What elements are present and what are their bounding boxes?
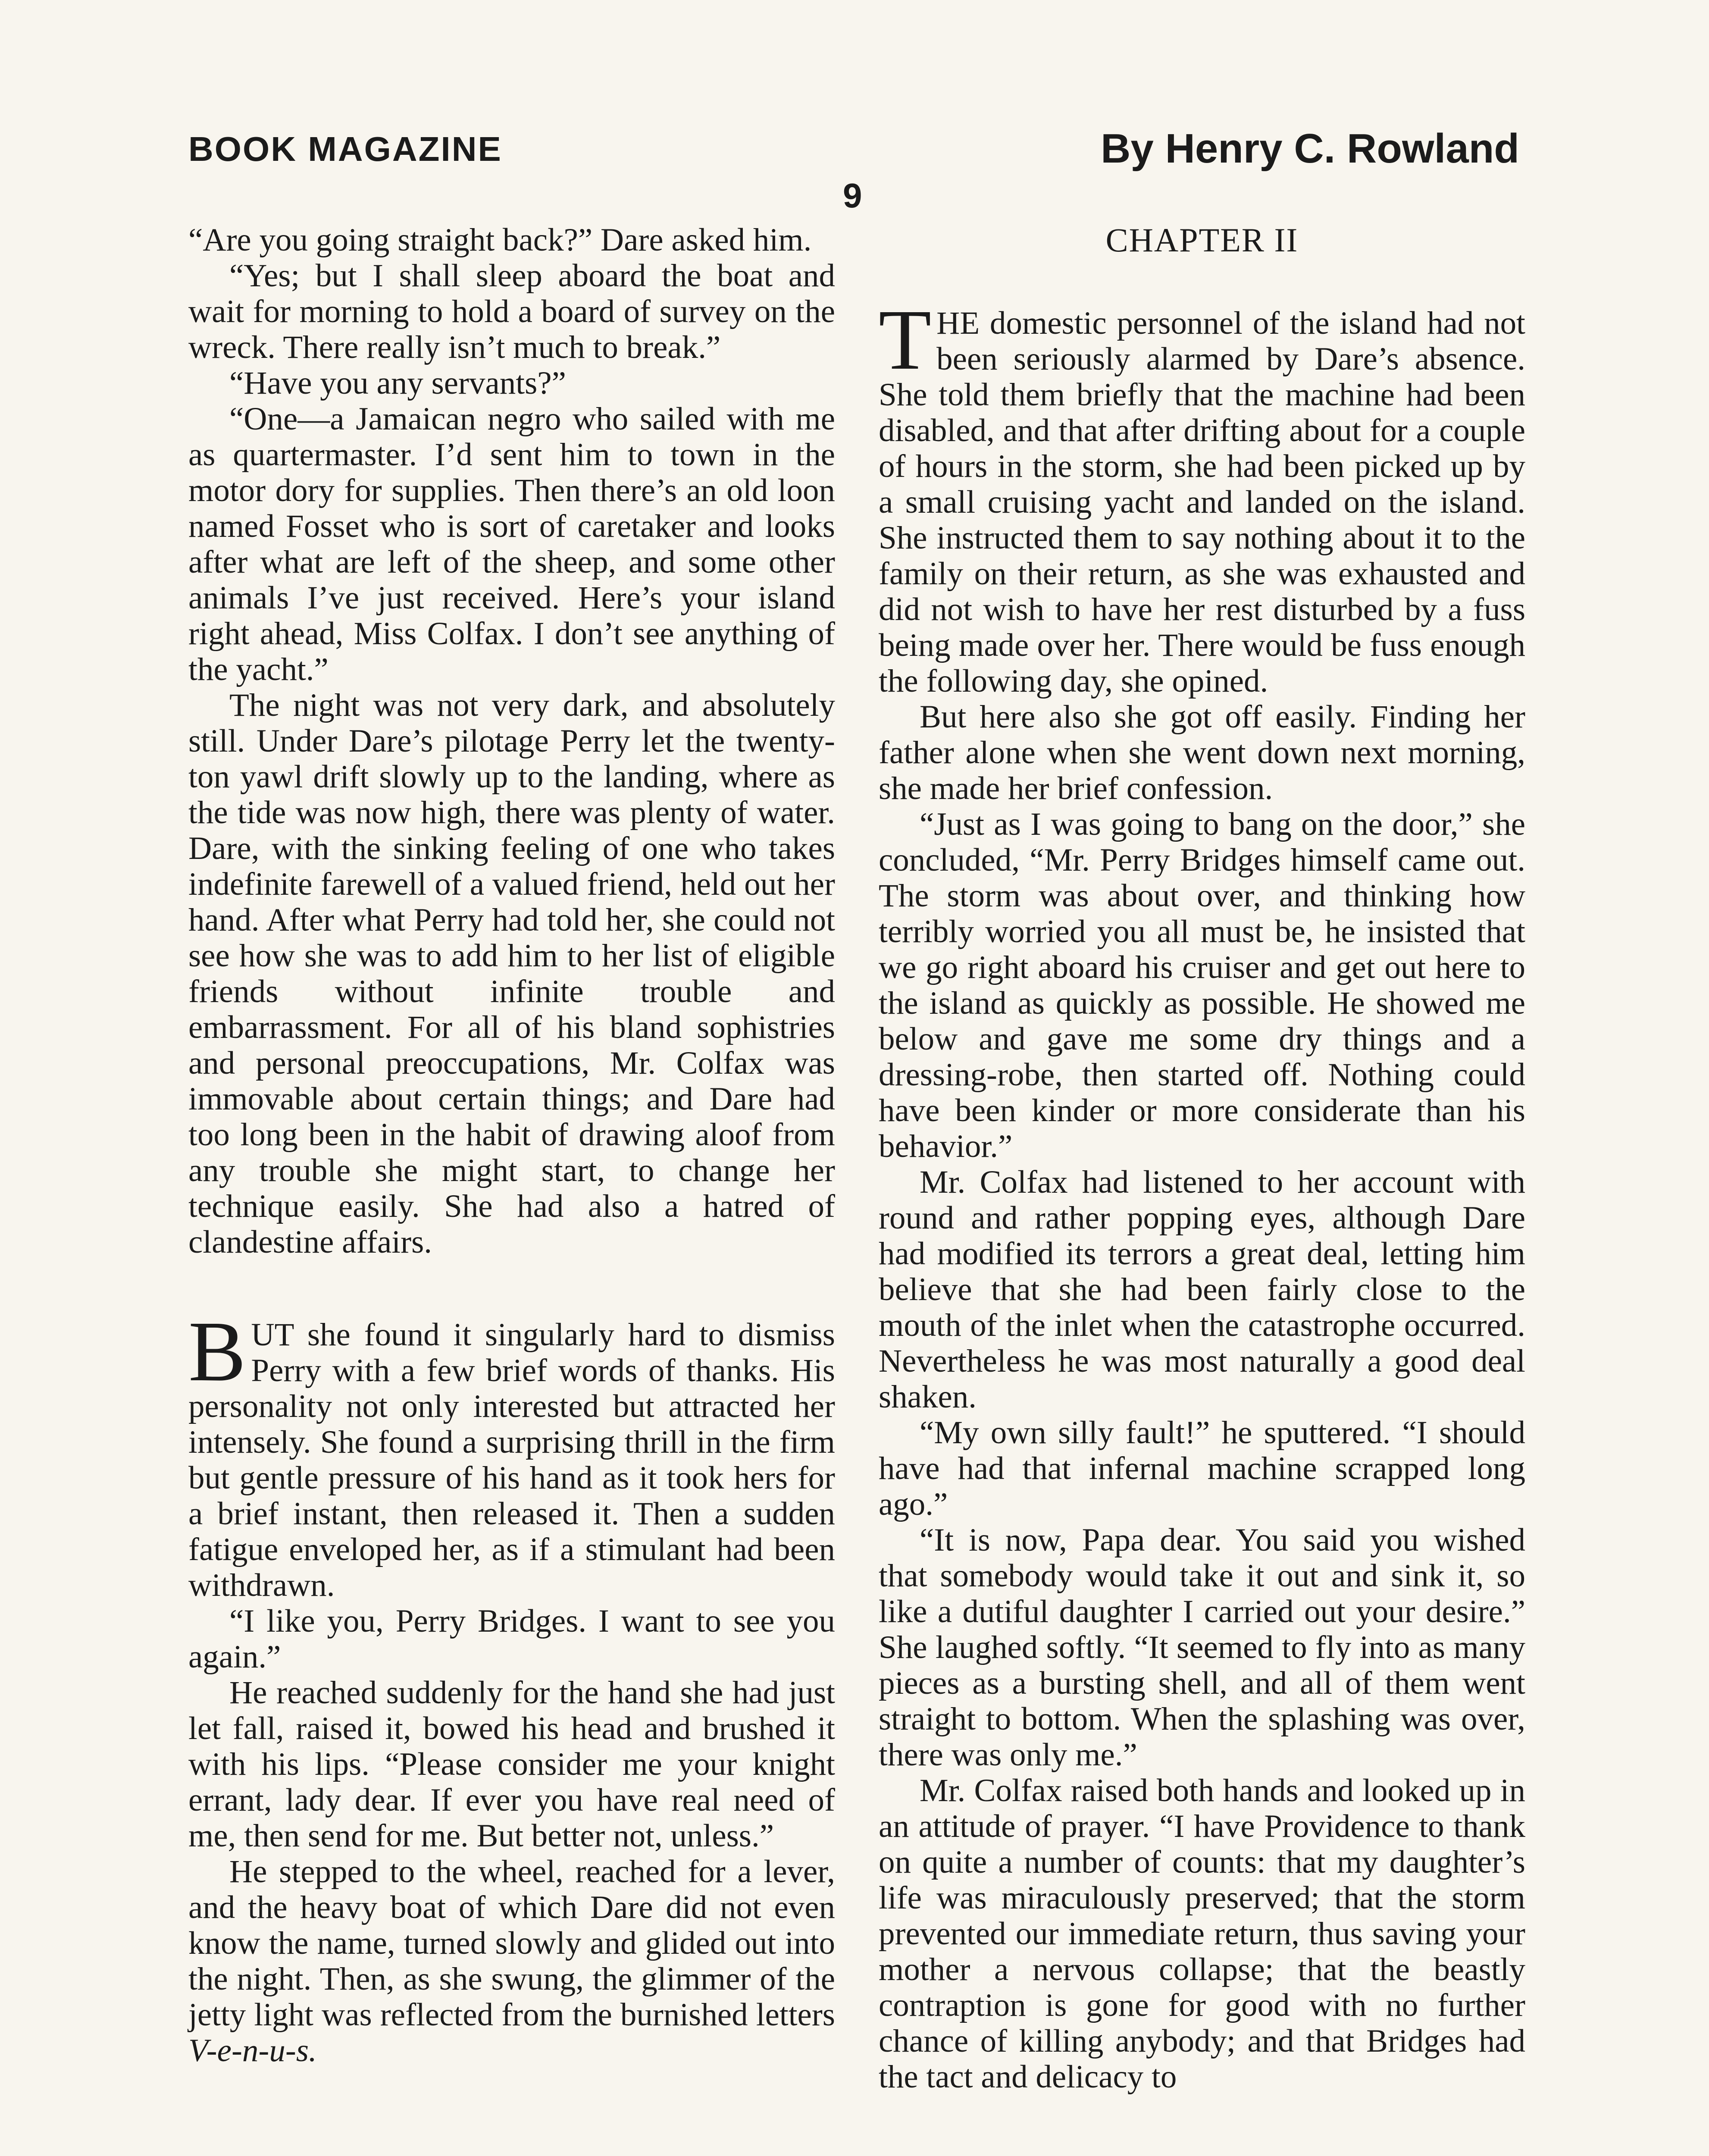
paragraph: Mr. Colfax raised both hands and looked up in an attitude of prayer. “I have Providence to thank on quite a number of counts: that my daughter’s life was miraculously preserved; that the storm prevented our immediate return, thus saving your mother a nervous collapse; that the beastly contraption is gone for good with no further chance of killing anybody; and that Bridges had the tact and delicacy to xyxy=(879,1773,1525,2095)
chapter-title: CHAPTER II xyxy=(1105,221,1299,259)
paragraph: He reached suddenly for the hand she had just let fall, raised it, bowed his head and brushed it with his lips. “Please consider me your knight errant, lady dear. If ever you have real need of me, then send for me. But better not, unless.” xyxy=(188,1675,835,1854)
paragraph: “I like you, Perry Bridges. I want to see you again.” xyxy=(188,1603,835,1675)
paragraph: “It is now, Papa dear. You said you wished that somebody would take it out and sink it, so like a dutiful daughter I carried out your desire.” She laughed softly. “It seemed to fly into as many pieces as a bursting shell, and all of them went straight to bottom. When the splashing was over, there was only me.” xyxy=(879,1522,1525,1773)
publication-title: BOOK MAGAZINE xyxy=(188,130,502,168)
paragraph: But here also she got off easily. Finding her father alone when she went down next morning, she made her brief confession. xyxy=(879,699,1525,806)
paragraph: Mr. Colfax had listened to her account with round and rather popping eyes, although Dare had modified its terrors a great deal, letting him believe that she had been fairly close to the mouth of the inlet when the catastrophe occurred. Nevertheless he was most naturally a good deal shaken. xyxy=(879,1164,1525,1415)
section-paragraph xyxy=(879,292,1525,699)
boat-name: V-e-n-u-s. xyxy=(188,2033,317,2068)
paragraph: The night was not very dark, and absolutely still. Under Dare’s pilotage Perry let the twenty-ton yawl drift slowly up to the landing, where as the tide was now high, there was plenty of water. Dare, with the sinking feeling of one who takes indefinite farewell of a valued friend, held out her hand. After what Perry had told her, she could not see how she was to add him to her list of eligible friends without infinite trouble and embarrassment. For all of his bland sophistries and personal preoccupations, Mr. Colfax was immovable about certain things; and Dare had too long been in the habit of drawing aloof from any trouble she might start, to change her technique easily. She had also a hatred of clandestine affairs. xyxy=(188,687,835,1260)
paragraph: “Are you going straight back?” Dare asked him. xyxy=(188,222,812,258)
author-byline: By Henry C. Rowland xyxy=(1101,125,1519,172)
drop-cap: B xyxy=(188,1304,246,1399)
paragraph-text: He stepped to the wheel, reached for a lever, and the heavy boat of which Dare did not even know the name, turned slowly and glided out into the night. Then, as she swung, the glimmer of the jetty light was reflected from the burnished letters xyxy=(188,1854,835,2033)
paragraph: “One—a Jamaican negro who sailed with me as quartermaster. I’d sent him to town in the motor dory for supplies. Then there’s an old loon named Fosset who is sort of caretaker and looks after what are left of the sheep, and some other animals I’ve just received. Here’s your island right ahead, Miss Colfax. I don’t see anything of the yacht.” xyxy=(188,401,835,687)
right-column xyxy=(879,222,1525,2095)
paragraph xyxy=(188,1854,835,2068)
paragraph-text: HE domestic personnel of the island had not been seriously alarmed by Dare’s absence. She told them briefly that the machine had been disabled, and that after drifting about for a couple of hours in the storm, she had been picked up by a small cruising yacht and landed on the island. She instructed them to say nothing about it to the family on their return, as she was exhausted and did not wish to have her rest disturbed by a fuss being made over her. There would be fuss enough the following day, she opined. xyxy=(879,305,1525,699)
left-column xyxy=(188,222,835,2068)
paragraph: “Yes; but I shall sleep aboard the boat and wait for morning to hold a board of survey on the wreck. There really isn’t much to break.” xyxy=(188,258,835,365)
paragraph: “My own silly fault!” he sputtered. “I should have had that infernal machine scrapped long ago.” xyxy=(879,1415,1525,1522)
section-paragraph xyxy=(188,1304,835,1603)
page-number: 9 xyxy=(843,176,862,215)
drop-cap: T xyxy=(879,292,932,388)
paragraph: “Just as I was going to bang on the door,” she concluded, “Mr. Perry Bridges himself came out. The storm was about over, and thinking how terribly worried you all must be, he insisted that we go right aboard his cruiser and get out here to the island as quickly as possible. He showed me below and gave me some dry things and a dressing-robe, then started off. Nothing could have been kinder or more considerate than his behavior.” xyxy=(879,806,1525,1164)
paragraph: “Have you any servants?” xyxy=(229,365,566,401)
paragraph-text: UT she found it singularly hard to dismiss Perry with a few brief words of thanks. His personality not only interested but attracted her intensely. She found a surprising thrill in the firm but gentle pressure of his hand as it took hers for a brief instant, then released it. Then a sudden fatigue enveloped her, as if a stimulant had been withdrawn. xyxy=(188,1317,835,1603)
